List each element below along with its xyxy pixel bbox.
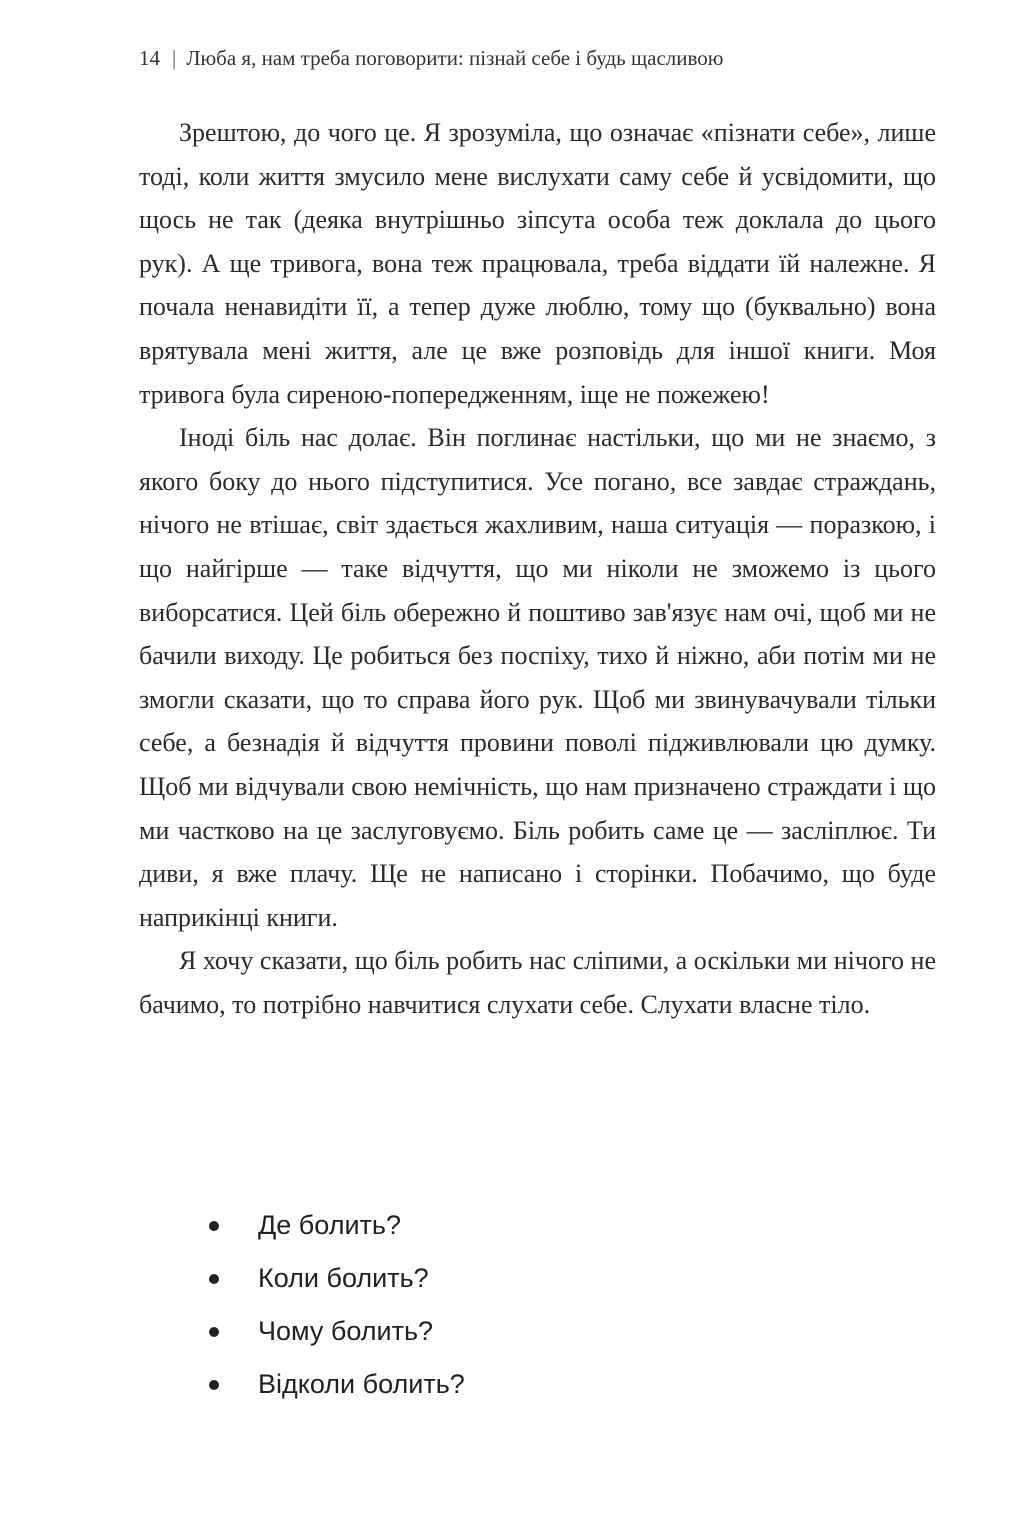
body-text: [139, 111, 936, 1026]
bullet-icon: [209, 1327, 219, 1337]
question-text: Де болить?: [258, 1210, 401, 1240]
paragraph: Іноді біль нас долає. Він поглинає настільки, що ми не знаємо, з якого боку до нього підступитися. Усе погано, все завдає страждань, нічого не втішає, світ здається жахливим, наша ситуація — поразкою, і що найгірше — таке відчуття, що ми ніколи не зможемо із цього виборсатися. Цей біль обережно й поштиво зав'язує нам очі, щоб ми не бачили виходу. Це робиться без поспіху, тихо й ніжно, аби потім ми не змогли сказати, що то справа його рук. Щоб ми звинувачували тільки себе, а безнадія й відчуття провини поволі підживлювали цю думку. Щоб ми відчували свою немічність, що нам призначено страждати і що ми частково на це заслуговуємо. Біль робить саме це — засліплює. Ти диви, я вже плачу. Ще не написано і сторінки. Побачимо, що буде наприкінці книги.: [139, 423, 936, 932]
bullet-icon: [209, 1274, 219, 1284]
list-item: [205, 1252, 465, 1305]
list-item: [205, 1305, 465, 1358]
running-header: [139, 43, 939, 73]
list-item: [205, 1199, 465, 1252]
paragraph: Я хочу сказати, що біль робить нас сліпими, а оскільки ми нічого не бачимо, то потрібно навчитися слухати себе. Слухати власне тіло.: [139, 946, 936, 1019]
bullet-icon: [209, 1221, 219, 1231]
list-item: [205, 1358, 465, 1411]
question-text: Чому болить?: [258, 1316, 434, 1346]
header-separator: |: [172, 46, 177, 70]
bullet-icon: [209, 1380, 219, 1390]
book-title: Люба я, нам треба поговорити: пізнай себе і будь щасливою: [186, 46, 724, 70]
page-number: 14: [139, 46, 160, 70]
question-list: [205, 1199, 465, 1411]
paragraph: Зрештою, до чого це. Я зрозуміла, що означає «пізнати себе», лише тоді, коли життя змусило мене вислухати саму себе й усвідомити, що щось не так (деяка внутрішньо зіпсута особа теж доклала до цього рук). А ще тривога, вона теж працювала, треба віддати їй належне. Я почала ненавидіти її, а тепер дуже люблю, тому що (буквально) вона врятувала мені життя, але це вже розповідь для іншої книги. Моя тривога була сиреною-попередженням, іще не пожежею!: [139, 118, 936, 409]
question-text: Коли болить?: [258, 1263, 429, 1293]
question-text: Відколи болить?: [258, 1369, 465, 1399]
